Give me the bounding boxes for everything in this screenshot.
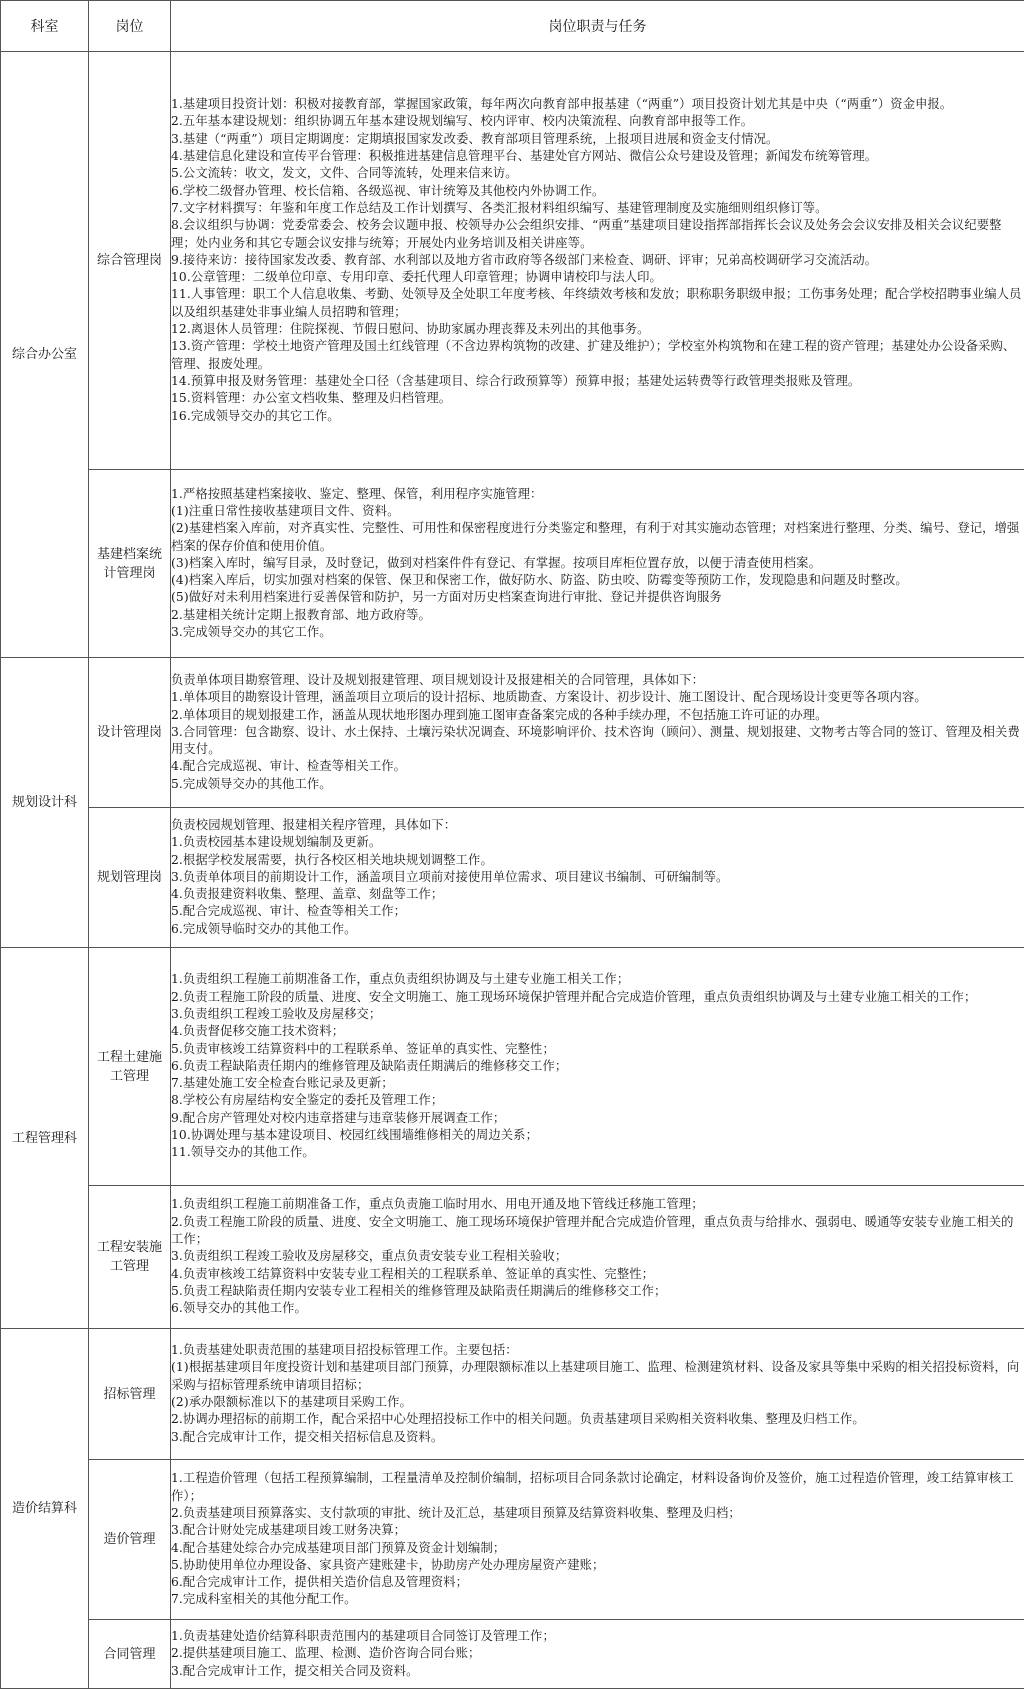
duty-item: 2.根据学校发展需要，执行各校区相关地块规划调整工作。 [171, 852, 1024, 869]
header-duties: 岗位职责与任务 [171, 1, 1024, 52]
department-name: 造价结算科 [1, 1329, 89, 1689]
duty-item: 11.人事管理：职工个人信息收集、考勤、处领导及全处职工年度考核、年终绩效考核和发放；职称职务职级申报；工伤事务处理；配合学校招聘事业编人员以及组织基建处非事业编人员招聘和管理； [171, 286, 1024, 321]
position-cell [89, 1460, 171, 1620]
duty-list [171, 1628, 1024, 1680]
position-name: 合同管理 [89, 1645, 170, 1664]
duty-item: 6.领导交办的其他工作。 [171, 1300, 1024, 1317]
duty-item: 5.协助使用单位办理设备、家具资产建账建卡，协助房产处办理房屋资产建账； [171, 1557, 1024, 1574]
duty-item: 12.离退休人员管理：住院探视、节假日慰问、协助家属办理丧葬及未列出的其他事务。 [171, 321, 1024, 338]
duty-item: 1.负责组织工程施工前期准备工作，重点负责组织协调及与土建专业施工相关工作； [171, 971, 1024, 988]
duty-item: 6.完成领导临时交办的其他工作。 [171, 921, 1024, 938]
position-row [1, 658, 1024, 808]
duty-item: 2.五年基本建设规划：组织协调五年基本建设规划编写、校内评审、校内决策流程、向教育部申报等工作。 [171, 113, 1024, 130]
duty-item: 4.负责审核竣工结算资料中安装专业工程相关的工程联系单、签证单的真实性、完整性； [171, 1266, 1024, 1283]
duty-item: 1.单体项目的勘察设计管理，涵盖项目立项后的设计招标、地质勘查、方案设计、初步设计、施工图设计、配合现场设计变更等各项内容。 [171, 689, 1024, 706]
duty-item: 1.严格按照基建档案接收、鉴定、整理、保管，利用程序实施管理： [171, 486, 1024, 503]
department-name: 规划设计科 [1, 658, 89, 948]
duty-item: (3)档案入库时，编写目录，及时登记，做到对档案件件有登记、有掌握。按项目库柜位置存放，以便于清查使用档案。 [171, 555, 1024, 572]
position-name: 招标管理 [89, 1385, 170, 1404]
position-cell [89, 1620, 171, 1689]
duty-item: 1.负责基建处造价结算科职责范围内的基建项目合同签订及管理工作； [171, 1628, 1024, 1645]
duties-cell [171, 658, 1024, 808]
duty-item: (2)基建档案入库前，对齐真实性、完整性、可用性和保密程度进行分类鉴定和整理，有利于对其实施动态管理；对档案进行整理、分类、编号、登记，增强档案的保存价值和使用价值。 [171, 520, 1024, 555]
duty-item: 2.单体项目的规划报建工作，涵盖从现状地形图办理到施工图审查备案完成的各种手续办理，不包括施工许可证的办理。 [171, 707, 1024, 724]
duty-item: 6.负责工程缺陷责任期内的维修管理及缺陷责任期满后的维修移交工作； [171, 1058, 1024, 1075]
duty-list [171, 672, 1024, 793]
position-row [1, 470, 1024, 658]
duty-item: 6.学校二级督办管理、校长信箱、各级巡视、审计统筹及其他校内外协调工作。 [171, 183, 1024, 200]
duty-item: 5.完成领导交办的其他工作。 [171, 776, 1024, 793]
duties-cell [171, 808, 1024, 948]
position-name: 设计管理岗 [89, 723, 170, 742]
position-row [1, 1186, 1024, 1329]
position-cell [89, 658, 171, 808]
duty-item: 3.配合完成审计工作，提交相关招标信息及资料。 [171, 1429, 1024, 1446]
duty-list [171, 96, 1024, 425]
duty-item: 14.预算申报及财务管理：基建处全口径（含基建项目、综合行政预算等）预算申报；基建处运转费等行政管理类报账及管理。 [171, 373, 1024, 390]
duty-item: 1.基建项目投资计划：积极对接教育部，掌握国家政策，每年两次向教育部申报基建（“两重”）项目投资计划尤其是中央（“两重”）资金申报。 [171, 96, 1024, 113]
duty-item: 7.完成科室相关的其他分配工作。 [171, 1591, 1024, 1608]
duty-item: 1.负责校园基本建设规划编制及更新。 [171, 834, 1024, 851]
duty-item: 3.负责单体项目的前期设计工作，涵盖项目立项前对接使用单位需求、项目建议书编制、可研编制等。 [171, 869, 1024, 886]
duties-cell [171, 1620, 1024, 1689]
position-name: 基建档案统计管理岗 [89, 545, 170, 583]
duty-item: 3.负责组织工程竣工验收及房屋移交，重点负责安装专业工程相关验收； [171, 1248, 1024, 1265]
position-name: 造价管理 [89, 1530, 170, 1549]
duties-cell [171, 52, 1024, 470]
duties-cell [171, 1186, 1024, 1329]
duty-item: 4.负责督促移交施工技术资料； [171, 1023, 1024, 1040]
duty-item: 8.学校公有房屋结构安全鉴定的委托及管理工作； [171, 1092, 1024, 1109]
duty-list [171, 971, 1024, 1161]
duty-list [171, 1196, 1024, 1317]
position-row [1, 1620, 1024, 1689]
position-cell [89, 1186, 171, 1329]
department-name: 综合办公室 [1, 52, 89, 658]
duty-item: 4.配合完成巡视、审计、检查等相关工作。 [171, 758, 1024, 775]
duties-cell [171, 1460, 1024, 1620]
position-name: 工程土建施工管理 [89, 1048, 170, 1086]
duty-item: 15.资料管理：办公室文档收集、整理及归档管理。 [171, 390, 1024, 407]
duty-item: 4.负责报建资料收集、整理、盖章、刻盘等工作； [171, 886, 1024, 903]
position-name: 工程安装施工管理 [89, 1238, 170, 1276]
position-cell [89, 948, 171, 1186]
duty-item: 6.配合完成审计工作，提供相关造价信息及管理资料； [171, 1574, 1024, 1591]
duty-item: (5)做好对未利用档案进行妥善保管和防护，另一方面对历史档案查询进行审批、登记并提供咨询服务 [171, 589, 1024, 606]
duty-list [171, 817, 1024, 938]
duty-item: 10.协调处理与基本建设项目、校园红线围墙维修相关的周边关系； [171, 1127, 1024, 1144]
duty-item: (1)根据基建项目年度投资计划和基建项目部门预算，办理限额标准以上基建项目施工、监理、检测建筑材料、设备及家具等集中采购的相关招投标资料，向采购与招标管理系统申请项目招标； [171, 1359, 1024, 1394]
duties-cell [171, 948, 1024, 1186]
position-cell [89, 52, 171, 470]
duty-item: 3.负责组织工程竣工验收及房屋移交； [171, 1006, 1024, 1023]
duty-item: 13.资产管理：学校土地资产管理及国土红线管理（不含边界构筑物的改建、扩建及维护）；学校室外构筑物和在建工程的资产管理；基建处办公设备采购、管理、报废处理。 [171, 338, 1024, 373]
duty-table-body [1, 52, 1024, 1689]
duty-list [171, 486, 1024, 642]
position-name: 规划管理岗 [89, 868, 170, 887]
duty-item: 7.文字材料撰写：年鉴和年度工作总结及工作计划撰写、各类汇报材料组织编写、基建管理制度及实施细则组织修订等。 [171, 200, 1024, 217]
duty-item: 2.提供基建项目施工、监理、检测、造价咨询合同台账； [171, 1645, 1024, 1662]
position-row [1, 52, 1024, 470]
position-row [1, 808, 1024, 948]
duty-item: 负责校园规划管理、报建相关程序管理，具体如下： [171, 817, 1024, 834]
duty-list [171, 1342, 1024, 1446]
duty-item: 负责单体项目勘察管理、设计及规划报建管理、项目规划设计及报建相关的合同管理，具体如下： [171, 672, 1024, 689]
duty-item: 2.负责工程施工阶段的质量、进度、安全文明施工、施工现场环境保护管理并配合完成造价管理，重点负责组织协调及与土建专业施工相关的工作； [171, 989, 1024, 1006]
duty-item: 3.配合计财处完成基建项目竣工财务决算； [171, 1522, 1024, 1539]
duty-item: 2.协调办理招标的前期工作，配合采招中心处理招投标工作中的相关问题。负责基建项目采购相关资料收集、整理及归档工作。 [171, 1411, 1024, 1428]
position-row [1, 1329, 1024, 1460]
duty-item: (2)承办限额标准以下的基建项目采购工作。 [171, 1394, 1024, 1411]
duty-item: 4.配合基建处综合办完成基建项目部门预算及资金计划编制； [171, 1540, 1024, 1557]
duty-item: 10.公章管理：二级单位印章、专用印章、委托代理人印章管理；协调申请校印与法人印。 [171, 269, 1024, 286]
department-name: 工程管理科 [1, 948, 89, 1329]
duty-item: 3.完成领导交办的其它工作。 [171, 624, 1024, 641]
header-dept: 科室 [1, 1, 89, 52]
duty-item: 8.会议组织与协调：党委常委会、校务会议题申报、校领导办公会组织安排、“两重”基建项目建设指挥部指挥长会议及处务会会议安排及相关会议纪要整理；处内业务和其它专题会议安排与统筹；开展处内业务培训及相关讲座等。 [171, 217, 1024, 252]
duty-item: 3.配合完成审计工作，提交相关合同及资料。 [171, 1663, 1024, 1680]
position-row [1, 1460, 1024, 1620]
header-position: 岗位 [89, 1, 171, 52]
duties-cell [171, 470, 1024, 658]
position-cell [89, 808, 171, 948]
duty-item: 7.基建处施工安全检查台账记录及更新； [171, 1075, 1024, 1092]
duty-item: 1.工程造价管理（包括工程预算编制，工程量清单及控制价编制，招标项目合同条款讨论确定，材料设备询价及签价，施工过程造价管理，竣工结算审核工作）； [171, 1470, 1024, 1505]
duty-item: 5.配合完成巡视、审计、检查等相关工作； [171, 903, 1024, 920]
duty-item: (1)注重日常性接收基建项目文件、资料。 [171, 503, 1024, 520]
duty-item: 3.合同管理：包含勘察、设计、水土保持、土壤污染状况调查、环境影响评价、技术咨询（顾问）、测量、规划报建、文物考古等合同的签订、管理及相关费用支付。 [171, 724, 1024, 759]
duty-item: 11.领导交办的其他工作。 [171, 1144, 1024, 1161]
duty-item: 3.基建（“两重”）项目定期调度：定期填报国家发改委、教育部项目管理系统，上报项目进展和资金支付情况。 [171, 131, 1024, 148]
position-cell [89, 1329, 171, 1460]
duty-item: 5.负责工程缺陷责任期内安装专业工程相关的维修管理及缺陷责任期满后的维修移交工作； [171, 1283, 1024, 1300]
position-row [1, 948, 1024, 1186]
duty-item: 9.接待来访：接待国家发改委、教育部、水利部以及地方省市政府等各级部门来检查、调研、评审；兄弟高校调研学习交流活动。 [171, 252, 1024, 269]
duty-item: 5.公文流转：收文，发文，文件、合同等流转，处理来信来访。 [171, 165, 1024, 182]
duty-item: 9.配合房产管理处对校内违章搭建与违章装修开展调查工作； [171, 1110, 1024, 1127]
duty-item: 2.基建相关统计定期上报教育部、地方政府等。 [171, 607, 1024, 624]
duty-item: (4)档案入库后，切实加强对档案的保管、保卫和保密工作，做好防水、防盗、防虫咬、防霉变等预防工作，发现隐患和问题及时整改。 [171, 572, 1024, 589]
duty-item: 2.负责工程施工阶段的质量、进度、安全文明施工、施工现场环境保护管理并配合完成造价管理，重点负责与给排水、强弱电、暖通等安装专业施工相关的工作； [171, 1214, 1024, 1249]
duty-item: 1.负责基建处职责范围的基建项目招投标管理工作。主要包括： [171, 1342, 1024, 1359]
position-name: 综合管理岗 [89, 251, 170, 270]
duty-item: 4.基建信息化建设和宣传平台管理：积极推进基建信息管理平台、基建处官方网站、微信公众号建设及管理；新闻发布统筹管理。 [171, 148, 1024, 165]
header-row [1, 1, 1024, 52]
duty-list [171, 1470, 1024, 1608]
duty-item: 5.负责审核竣工结算资料中的工程联系单、签证单的真实性、完整性； [171, 1041, 1024, 1058]
duty-item: 16.完成领导交办的其它工作。 [171, 408, 1024, 425]
duty-item: 1.负责组织工程施工前期准备工作，重点负责施工临时用水、用电开通及地下管线迁移施工管理； [171, 1196, 1024, 1213]
duties-cell [171, 1329, 1024, 1460]
duty-item: 2.负责基建项目预算落实、支付款项的审批、统计及汇总，基建项目预算及结算资料收集、整理及归档； [171, 1505, 1024, 1522]
position-cell [89, 470, 171, 658]
